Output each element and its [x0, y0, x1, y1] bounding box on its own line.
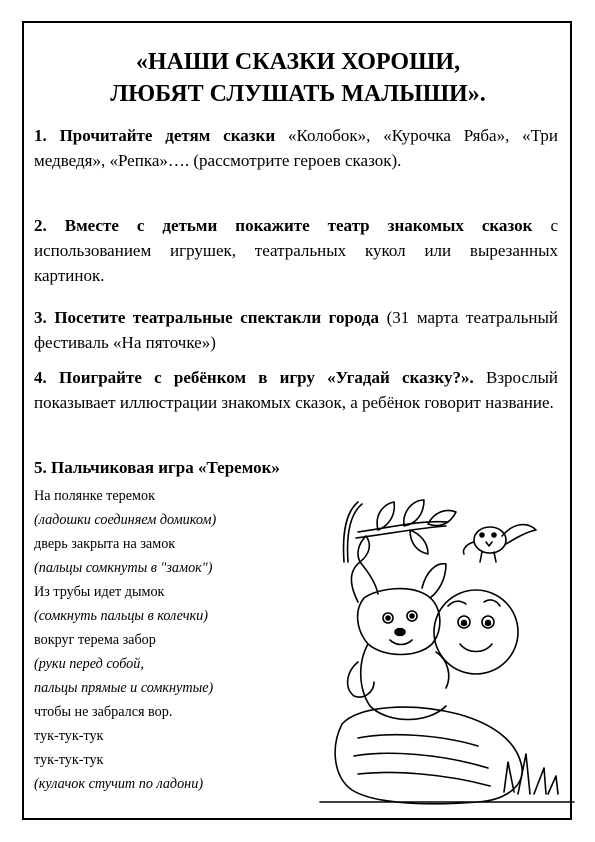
list-item — [34, 455, 558, 480]
page-title — [28, 46, 568, 110]
item-heading: Прочитайте детям сказки — [59, 126, 276, 145]
item-text: (31 марта театральный фестиваль «На пяточке») — [34, 308, 559, 352]
item-number: 4. — [34, 368, 47, 387]
item-text: с использованием игрушек, театральных кукол или вырезанных картинок. — [34, 216, 559, 285]
poem-line: дверь закрыта на замок — [34, 536, 176, 552]
finger-game-poem — [34, 484, 334, 796]
poem-instruction: (кулачок стучит по ладони) — [34, 776, 204, 792]
poem-line: Из трубы идет дымок — [34, 584, 165, 600]
item-heading: Вместе с детьми покажите театр знакомых сказок — [64, 216, 533, 235]
item-number: 2. — [34, 216, 47, 235]
fox-and-kolobok-illustration — [318, 492, 576, 810]
poem-line: вокруг терема забор — [34, 632, 156, 648]
title-line-1: «НАШИ СКАЗКИ ХОРОШИ, — [135, 49, 461, 75]
item-number: 3. — [34, 308, 47, 327]
item-number: 1. — [34, 126, 47, 145]
list-item — [34, 365, 558, 415]
item-text: Взрослый показывает иллюстрации знакомых сказок, а ребёнок говорит название. — [34, 368, 559, 412]
item-number: 5. — [34, 458, 47, 477]
poem-instruction: (руки перед собой, — [34, 656, 144, 672]
poem-line: тук-тук-тук — [34, 752, 104, 768]
item-heading: Поиграйте с ребёнком в игру «Угадай сказку?». — [58, 368, 474, 387]
list-item — [34, 213, 558, 288]
poem-instruction: (ладошки соединяем домиком) — [34, 512, 217, 528]
title-line-2: ЛЮБЯТ СЛУШАТЬ МАЛЫШИ». — [110, 81, 486, 107]
poem-instruction: пальцы прямые и сомкнутые) — [34, 680, 214, 696]
poem-line: чтобы не забрался вор. — [34, 704, 173, 720]
list-item — [34, 123, 558, 173]
list-item — [34, 305, 558, 355]
poem-line: На полянке теремок — [34, 488, 156, 504]
poem-instruction: (пальцы сомкнуты в "замок") — [34, 560, 213, 576]
item-text: «Колобок», «Курочка Ряба», «Три медведя», «Репка»…. (рассмотрите героев сказок). — [34, 126, 558, 170]
item-heading: Пальчиковая игра «Теремок» — [51, 458, 280, 477]
poem-line: тук-тук-тук — [34, 728, 104, 744]
poem-instruction: (сомкнуть пальцы в колечки) — [34, 608, 208, 624]
item-heading: Посетите театральные спектакли города — [54, 308, 380, 327]
